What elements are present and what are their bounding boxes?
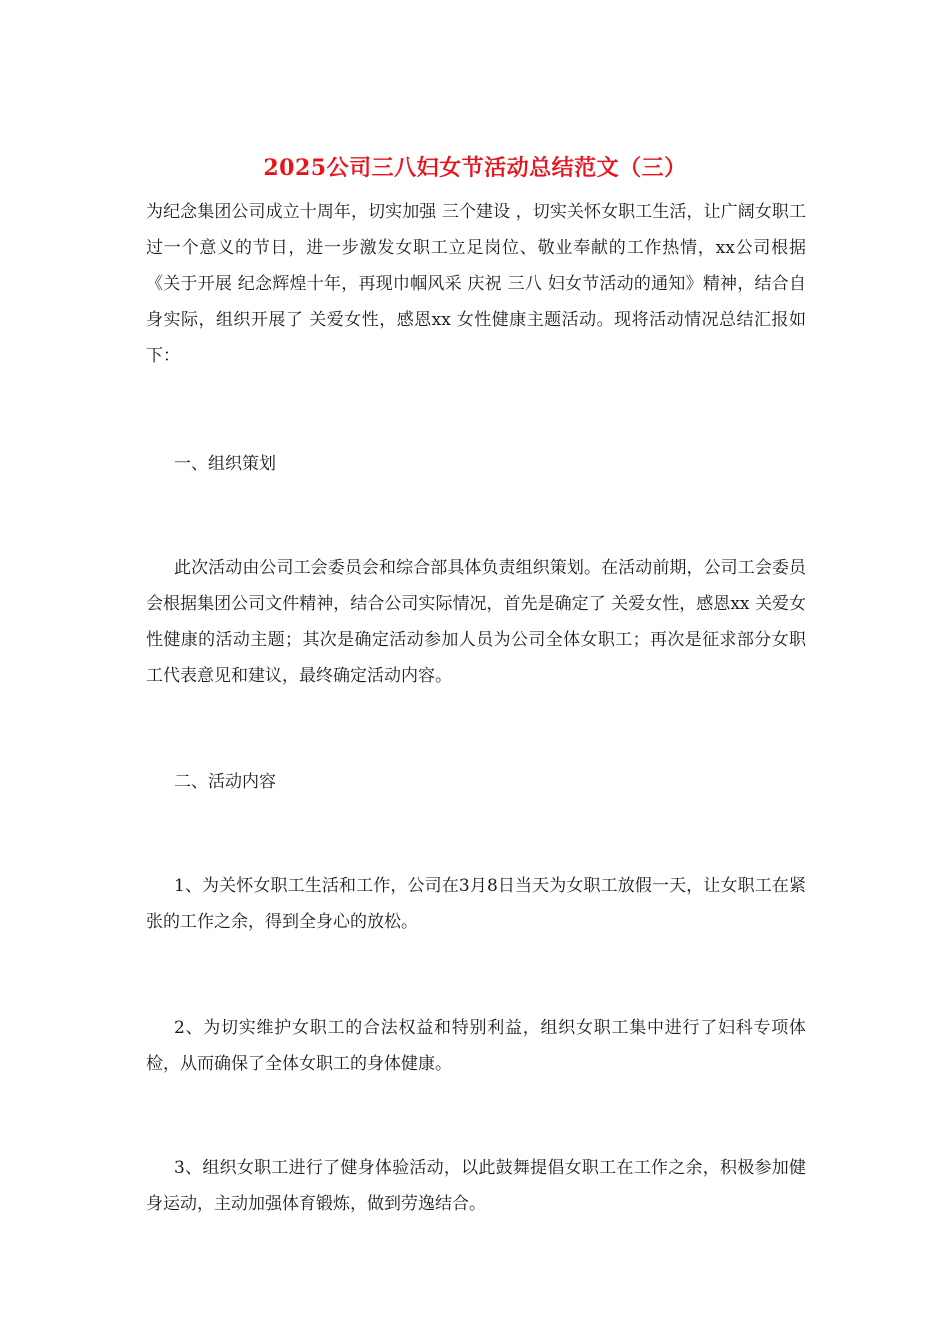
section1-heading: 一、组织策划 bbox=[174, 454, 276, 474]
activity-item-3: 3、组织女职工进行了健身体验活动，以此鼓舞提倡女职工在工作之余，积极参加健身运动，主动加强体育锻炼，做到劳逸结合。 bbox=[146, 1158, 806, 1214]
section1-body: 此次活动由公司工会委员会和综合部具体负责组织策划。在活动前期，公司工会委员会根据集团公司文件精神，结合公司实际情况，首先是确定了 关爱女性，感恩xx 关爱女性健康的活动主题；其次是确定活动参加人员为公司全体女职工；再次是征求部分女职工代表意见和建议，最终确定活动内容。 bbox=[146, 558, 806, 686]
activity-item-1: 1、为关怀女职工生活和工作，公司在3月8日当天为女职工放假一天，让女职工在紧张的工作之余，得到全身心的放松。 bbox=[146, 876, 806, 932]
activity-item-2: 2、为切实维护女职工的合法权益和特别利益，组织女职工集中进行了妇科专项体检，从而确保了全体女职工的身体健康。 bbox=[146, 1018, 806, 1074]
intro-paragraph: 为纪念集团公司成立十周年，切实加强 三个建设 ，切实关怀女职工生活，让广阔女职工过一个意义的节日，进一步激发女职工立足岗位、敬业奉献的工作热情，xx公司根据《关于开展 纪念辉煌十年，再现巾帼风采 庆祝 三八 妇女节活动的通知》精神，结合自身实际，组织开展了 关爱女性，感恩xx 女性健康主题活动。现将活动情况总结汇报如下： bbox=[146, 202, 806, 366]
section2-heading: 二、活动内容 bbox=[174, 772, 276, 792]
document-title: 2025公司三八妇女节活动总结范文（三） bbox=[263, 155, 687, 181]
